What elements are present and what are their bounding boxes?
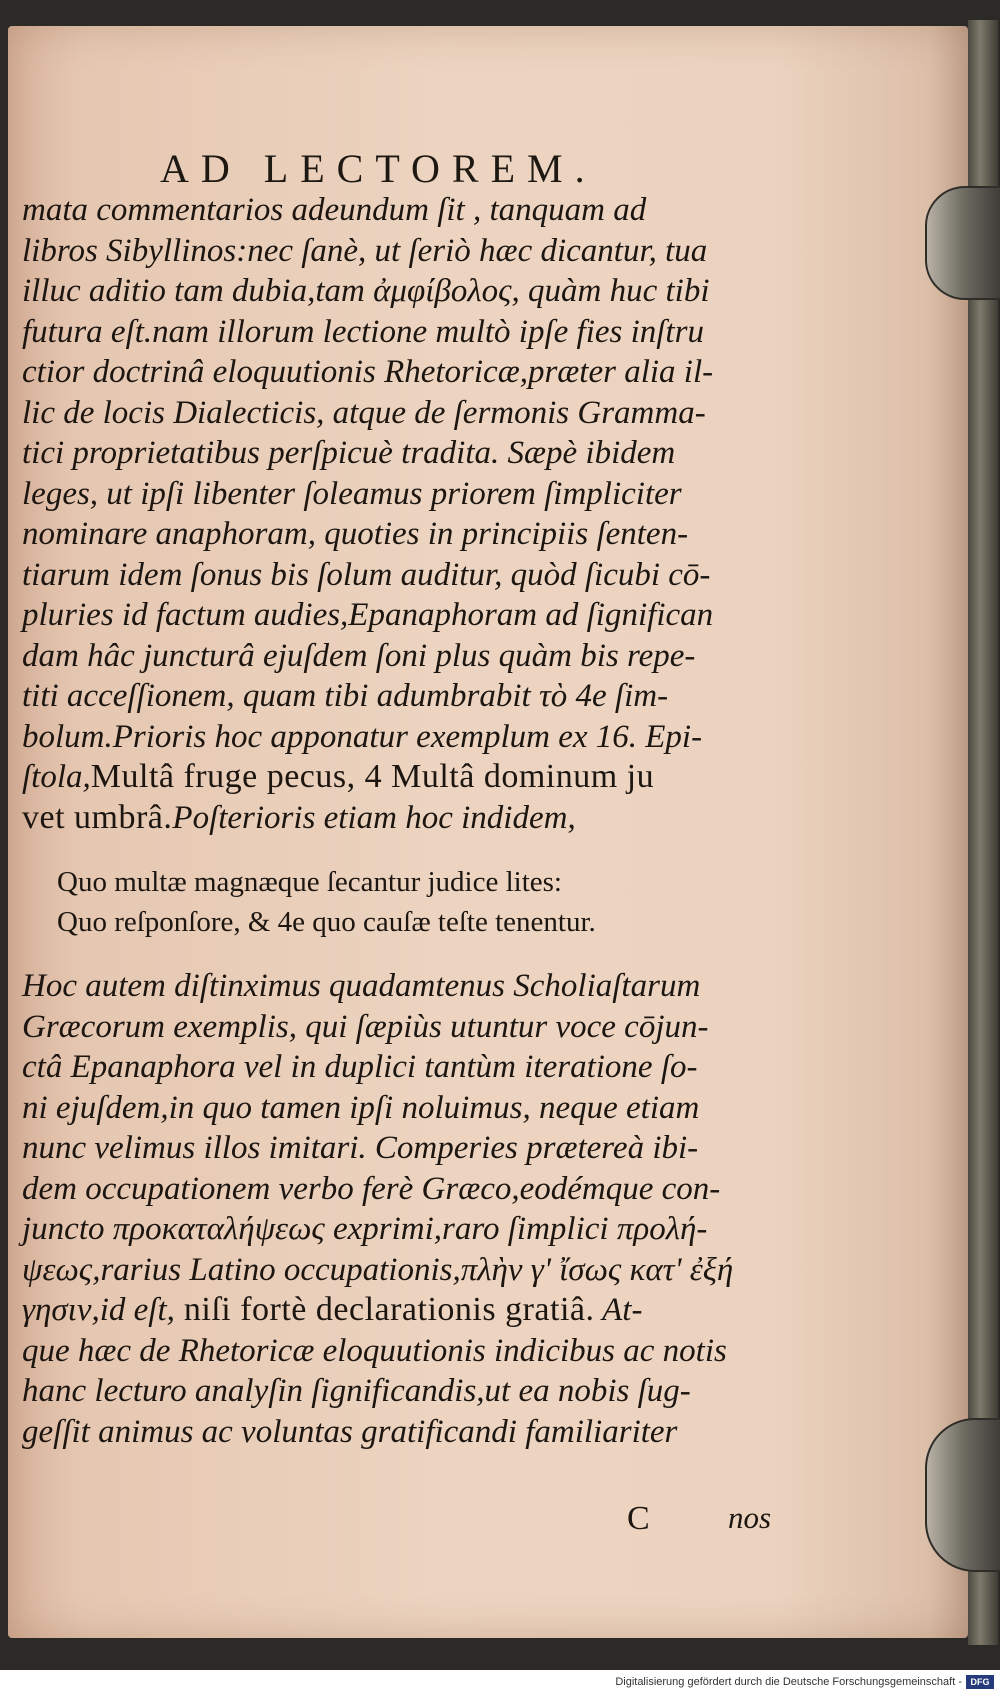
text-line: [22, 1169, 762, 1210]
italic-text-run: Poſterioris etiam hoc indidem,: [172, 799, 576, 836]
text-line: [22, 757, 762, 798]
italic-text-run: bolum.Prioris hoc apponatur exemplum ex 16. Epi-: [22, 718, 703, 755]
italic-text-run: dam hâc juncturâ ejuſdem ſoni plus quàm bis repe-: [22, 637, 696, 674]
text-line: [22, 1128, 762, 1169]
italic-text-run: dem occupationem verbo ferè Græco,eodémque con-: [22, 1170, 721, 1207]
italic-text-run: ctior doctrinâ eloquutionis Rhetoricæ,præter alia il-: [22, 354, 714, 390]
text-line: [22, 514, 762, 555]
text-line: [22, 352, 762, 393]
italic-text-run: leges, ut ipſi libenter ſoleamus priorem ſimpliciter: [22, 475, 682, 512]
page-footer: [22, 1500, 772, 1540]
italic-text-run: mata commentarios adeundum ſit , tanquam ad: [22, 192, 647, 228]
book-clasp-bottom: [925, 1418, 1000, 1572]
italic-text-run: tiarum idem ſonus bis ſolum auditur, quòd ſicubi cō-: [22, 556, 711, 593]
italic-text-run: At-: [594, 1292, 643, 1328]
text-line: [22, 1209, 762, 1250]
text-line: [22, 1007, 762, 1048]
text-line: [22, 798, 762, 839]
text-line: [22, 231, 762, 272]
book-clasp-top: [925, 186, 1000, 300]
roman-text-run: niſi fortè declarationis gratiâ.: [174, 1291, 595, 1328]
italic-text-run: hanc lecturo analyſin ſignificandis,ut ea nobis ſug-: [22, 1373, 691, 1409]
italic-text-run: geſſit animus ac voluntas gratificandi familiariter: [22, 1413, 678, 1450]
signature-mark: C: [627, 1500, 650, 1537]
text-line: [22, 1250, 762, 1291]
digitization-credit-bar: [0, 1670, 1000, 1695]
text-line: [22, 1290, 762, 1331]
text-line: [22, 271, 762, 312]
verse-line: Quo reſponſore, & 4e quo cauſæ teſte tenentur.: [57, 906, 596, 938]
text-line: [22, 636, 762, 677]
text-line: [22, 433, 762, 474]
italic-text-run: ſtola,: [22, 759, 91, 795]
credit-text: Digitalisierung gefördert durch die Deutsche Forschungsgemeinschaft -: [615, 1676, 962, 1688]
italic-text-run: titi acceſſionem, quam tibi adumbrabit τὸ 4e ſim-: [22, 678, 669, 714]
running-header: AD LECTOREM.: [160, 146, 597, 191]
roman-text-run: vet umbrâ.: [22, 798, 173, 836]
roman-text-run: Multâ fruge pecus, 4 Multâ dominum ju: [90, 758, 655, 795]
text-line: [22, 1371, 762, 1412]
italic-text-run: nominare anaphoram, quoties in principiis ſenten-: [22, 516, 689, 552]
italic-text-run: tici proprietatibus perſpicuè tradita. Sæpè ibidem: [22, 435, 676, 471]
italic-text-run: ctâ Epanaphora vel in duplici tantùm iteratione ſo-: [22, 1049, 698, 1085]
text-line: [22, 190, 762, 231]
paragraph-1: [22, 190, 762, 838]
italic-text-run: pluries id factum audies,Epanaphoram ad ſignifican: [22, 597, 714, 633]
catchword: nos: [728, 1500, 772, 1535]
verse-quotation: [22, 862, 762, 942]
page-body: [22, 190, 762, 1452]
text-line: [22, 595, 762, 636]
italic-text-run: Hoc autem diſtinximus quadamtenus Scholiaſtarum: [22, 968, 701, 1004]
text-line: [22, 1047, 762, 1088]
italic-text-run: libros Sibyllinos:nec ſanè, ut ſeriò hæc dicantur, tua: [22, 232, 708, 269]
italic-text-run: ni ejuſdem,in quo tamen ipſi noluimus, neque etiam: [22, 1089, 700, 1126]
text-line: [22, 1088, 762, 1129]
dfg-logo: DFG: [966, 1675, 994, 1689]
text-line: [22, 1412, 762, 1453]
italic-text-run: illuc aditio tam dubia,tam ἀμφίβολος, quàm huc tibi: [22, 273, 710, 309]
italic-text-run: que hæc de Rhetoricæ eloquutionis indicibus ac notis: [22, 1332, 727, 1369]
italic-text-run: juncto προκαταλήψεως exprimi,raro ſimplici προλή-: [22, 1211, 708, 1247]
text-line: [22, 966, 762, 1007]
italic-text-run: ψεως,rarius Latino occupationis,πλὴν γ' ἴσως κατ' ἐξή: [22, 1251, 734, 1288]
paragraph-2: [22, 966, 762, 1452]
text-line: [22, 393, 762, 434]
text-line: [22, 717, 762, 758]
text-line: [22, 312, 762, 353]
italic-text-run: γησιν,id eſt,: [22, 1292, 175, 1328]
text-line: [22, 474, 762, 515]
italic-text-run: nunc velimus illos imitari. Comperies prætereà ibi-: [22, 1130, 699, 1166]
verse-line: Quo multæ magnæque ſecantur judice lites:: [57, 866, 562, 898]
text-line: [22, 676, 762, 717]
italic-text-run: futura eſt.nam illorum lectione multò ipſe fies inſtru: [22, 313, 704, 350]
text-line: [22, 1331, 762, 1372]
italic-text-run: lic de locis Dialecticis, atque de ſermonis Gramma-: [22, 394, 706, 431]
text-line: [22, 555, 762, 596]
italic-text-run: Græcorum exemplis, qui ſæpiùs utuntur voce cōjun-: [22, 1008, 709, 1045]
